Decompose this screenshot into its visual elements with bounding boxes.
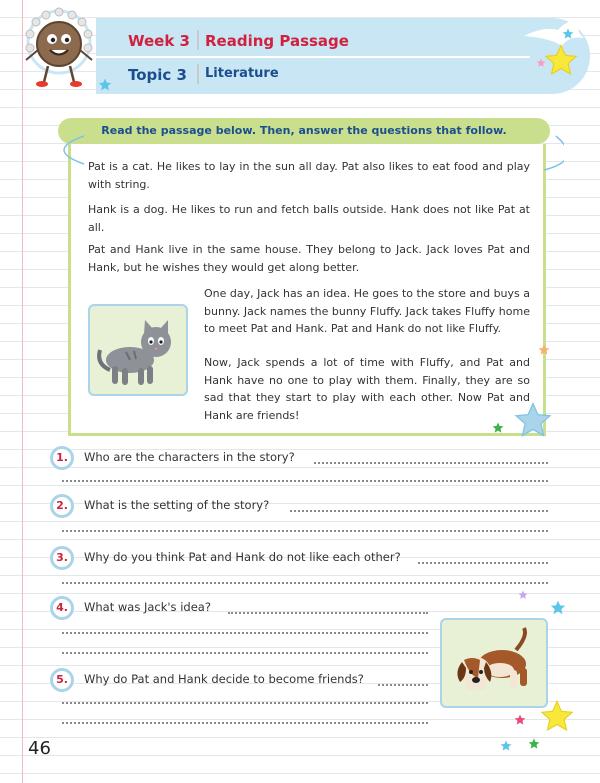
section-title: Reading Passage [205,32,349,50]
question-number: 2. [50,494,74,518]
cat-icon [90,306,186,394]
question-number: 4. [50,596,74,620]
question-number: 1. [50,446,74,470]
answer-line[interactable] [62,582,548,584]
answer-line[interactable] [314,462,548,464]
star-icon [550,600,566,616]
header-separator [197,30,199,50]
answer-line[interactable] [62,702,428,704]
question-text: Who are the characters in the story? [84,450,295,464]
answer-line[interactable] [290,510,548,512]
passage-paragraph: Now, Jack spends a lot of time with Fluffy, and Pat and Hank have no one to play with them. Finally, they are so sad that they start to play with each other. Now Pat and Hank are friends! [204,356,530,422]
question-text: What was Jack's idea? [84,600,211,614]
answer-line[interactable] [418,562,548,564]
answer-line[interactable] [378,684,428,686]
star-icon [514,402,552,440]
week-label: Week 3 [128,32,190,50]
topic-label: Topic 3 [128,66,187,84]
question-text: What is the setting of the story? [84,498,270,512]
answer-line[interactable] [62,632,428,634]
star-icon [544,44,578,78]
star-icon [500,740,512,752]
cat-illustration [88,304,188,396]
star-icon [492,422,504,434]
answer-line[interactable] [62,530,548,532]
star-icon [562,28,574,40]
answer-line[interactable] [62,480,548,482]
question-text: Why do you think Pat and Hank do not like each other? [84,550,401,564]
star-icon [538,344,550,356]
answer-line[interactable] [228,612,428,614]
passage-paragraph: One day, Jack has an idea. He goes to the store and buys a bunny. Jack names the bunny Fluffy. Jack takes Fluffy home to meet Pat and Hank. Pat and Hank do not like Fluffy. [204,287,530,335]
page-number: 46 [28,738,51,759]
subject-label: Literature [205,66,279,81]
instructions-banner: Read the passage below. Then, answer the questions that follow. [58,118,550,144]
star-icon [514,714,526,726]
dog-illustration [440,618,548,708]
passage-paragraph: Hank is a dog. He likes to run and fetch balls outside. Hank does not like Pat at all. [88,203,530,234]
passage-paragraph: Pat is a cat. He likes to lay in the sun all day. Pat also likes to eat food and play with string. [88,160,530,191]
header-divider-line [96,56,530,58]
dog-icon [442,620,546,706]
question-text: Why do Pat and Hank decide to become friends? [84,672,364,686]
passage-paragraph: Pat and Hank live in the same house. They belong to Jack. Jack loves Pat and Hank, but he wishes they would get along better. [88,243,530,274]
star-icon [528,738,540,750]
answer-line[interactable] [62,722,428,724]
answer-line[interactable] [62,652,428,654]
star-icon [518,590,528,600]
star-icon [98,78,112,92]
header-separator [197,64,199,84]
star-icon [540,700,574,734]
question-number: 3. [50,546,74,570]
mascot-icon [18,6,100,92]
question-number: 5. [50,668,74,692]
star-icon [536,58,546,68]
